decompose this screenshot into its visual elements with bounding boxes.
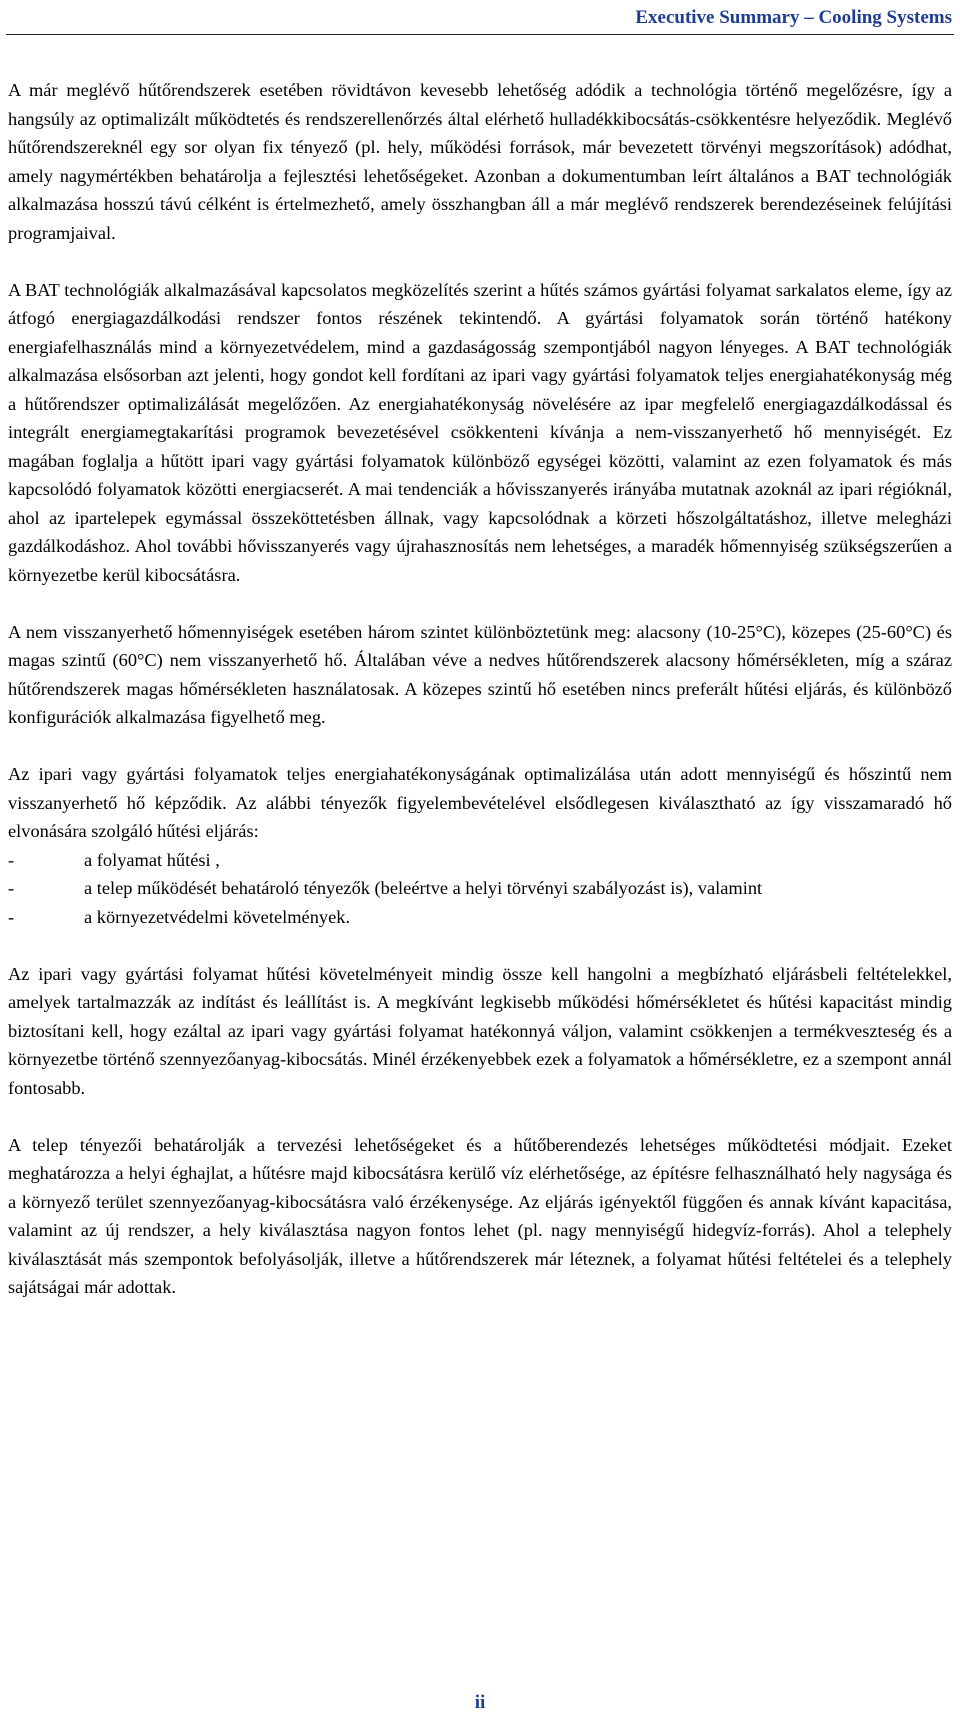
list-dash: - — [8, 849, 15, 870]
list-item-text: a környezetvédelmi követelmények. — [84, 906, 351, 927]
running-header: Executive Summary – Cooling Systems — [635, 7, 952, 28]
factor-list — [8, 846, 952, 932]
paragraph-heat-levels: A nem visszanyerhető hőmennyiségek esetében három szintet különböztetünk meg: alacsony (10-25°C), közepes (25-60°C) és magas szintű (60°C) nem visszanyerhető hő. Általában véve a nedves hűtőrendszerek alacsony hőmérsékleten, míg a száraz hűtőrendszerek magas hőmérsékleten használatosak. A közepes szintű hő esetében nincs preferált hűtési eljárás, és különböző konfigurációk alkalmazása figyelhető meg. — [8, 621, 952, 727]
paragraph-cooling-selection: Az ipari vagy gyártási folyamatok teljes energiahatékonyságának optimalizálása után adott mennyiségű és hőszintű nem visszanyerhető hő képződik. Az alábbi tényezők figyelembevételével elsődlegesen kiválasztható az így visszamaradó hő elvonására szolgáló hűtési eljárás: — [8, 764, 952, 841]
paragraph-process-requirements: Az ipari vagy gyártási folyamat hűtési követelményeit mindig össze kell hangolni a megbízható eljárásbeli feltételekkel, amelyek tartalmazzák az indítást és leállítást is. A megkívánt legkisebb működési hőmérsékletet és hűtési kapacitást mindig biztosítani kell, hogy ezáltal az ipari vagy gyártási folyamat hatékonnyá váljon, valamint csökkenjen a termékveszteség és a környezetbe történő szennyezőanyag-kibocsátás. Minél érzékenyebbek ezek a folyamatok a hőmérsékletre, ez a szempont annál fontosabb. — [8, 963, 952, 1098]
paragraph-existing-systems: A már meglévő hűtőrendszerek esetében rövidtávon kevesebb lehetőség adódik a technológia történő megelőzésre, így a hangsúly az optimalizált működtetés és rendszerellenőrzés által elérhető hulladékkibocsátás-csökkentésre helyeződik. Meglévő hűtőrendszereknél egy sor olyan fix tényező (pl. hely, működési források, már bevezetett törvényi megszorítások) adódhat, amely nagymértékben behatárolja a fejlesztési lehetőségeket. Azonban a dokumentumban leírt általános a BAT technológiák alkalmazása hosszú távú célként is értelmezhető, amely összhangban áll a már meglévő rendszerek berendezéseinek felújítási programjaival. — [8, 80, 952, 243]
list-dash: - — [8, 906, 15, 927]
page-number: ii — [474, 1692, 486, 1713]
list-item — [8, 846, 952, 875]
paragraph-bat-approach: A BAT technológiák alkalmazásával kapcsolatos megközelítés szerint a hűtés számos gyártási folyamat sarkalatos eleme, így az átfogó energiagazdálkodási rendszer fontos részének tekintendő. A gyártási folyamatok során történő hatékony energiafelhasználás mind a környezetvédelem, mind a gazdaságosság szempontjából nagyon lényeges. A BAT technológiák alkalmazása elsősorban azt jelenti, hogy gondot kell fordítani az ipari vagy gyártási folyamatok teljes energiahatékonyság még a hűtőrendszer optimalizálását megelőzően. Az energiahatékonyság növelésére az ipar megfelelő energiagazdálkodással és integrált energiamegtakarítási programok bevezetésével csökkenteni kívánja a nem-visszanyerhető hő mennyiségét. Ez magában foglalja a hűtött ipari vagy gyártási folyamatok különböző egységei közötti, valamint az ezen folyamatok és más kapcsolódó folyamatok közötti energiacserét. A mai tendenciák a hővisszanyerés irányába mutatnak azoknál az ipari régióknál, ahol az ipartelepek egymással összeköttetésben állnak, vagy kapcsolódnak a körzeti hőszolgáltatáshoz, illetve melegházi gazdálkodáshoz. Ahol további hővisszanyerés vagy újrahasznosítás nem lehetséges, a maradék hőmennyiség szükségszerűen a környezetbe kerül kibocsátásra. — [8, 279, 952, 585]
list-item-text: a folyamat hűtési , — [84, 849, 220, 870]
list-item-text: a telep működését behatároló tényezők (beleértve a helyi törvényi szabályozást is), valamint — [84, 878, 763, 898]
list-dash: - — [8, 878, 15, 898]
list-item — [8, 903, 952, 932]
header-divider — [6, 34, 954, 35]
list-item — [8, 874, 952, 903]
document-body — [8, 76, 952, 1330]
paragraph-site-factors: A telep tényezői behatárolják a tervezési lehetőségeket és a hűtőberendezés lehetséges működtetési módjait. Ezeket meghatározza a helyi éghajlat, a hűtésre majd kibocsátásra kerülő víz elérhetősége, az építésre felhasználható hely nagysága és a környező terület szennyezőanyag-kibocsátásra való érzékenysége. Az eljárás igényektől függően és annak kívánt kapacitása, valamint az új rendszer, a hely kiválasztása nagyon fontos lehet (pl. nagy mennyiségű hidegvíz-forrás). Ahol a telephely kiválasztását más szempontok befolyásolják, illetve a hűtőrendszerek már léteznek, a folyamat hűtési feltételei és a telephely sajátságai már adottak. — [8, 1134, 952, 1297]
